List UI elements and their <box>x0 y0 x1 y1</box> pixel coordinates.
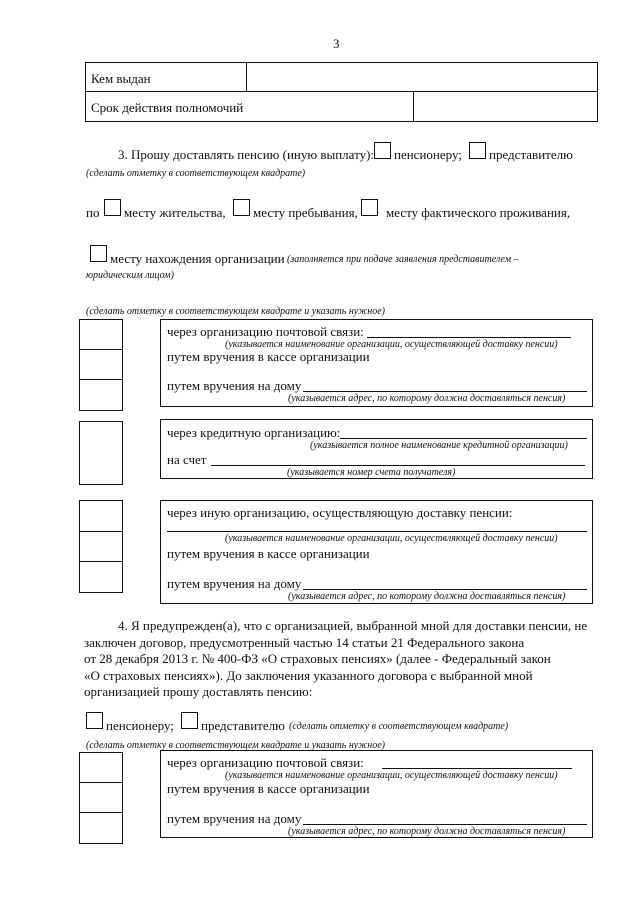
checkbox-representative[interactable] <box>469 142 486 159</box>
section4-paragraph <box>84 618 598 701</box>
via-post-field[interactable] <box>367 337 571 338</box>
home-label: путем вручения на дому <box>167 378 302 393</box>
label-actual-residence: месту фактического проживания, <box>386 205 571 220</box>
credit-checkbox[interactable] <box>79 421 123 485</box>
s4-note-mark: (сделать отметку в соответствующем квадрате) <box>289 721 509 732</box>
via-post-label: через организацию почтовой связи: <box>167 324 364 339</box>
org-note-b: юридическим лицом) <box>86 270 174 281</box>
section4-line-1: 4. Я предупрежден(а), что с организацией, выбранной мной для доставки пенсии, не <box>118 618 588 633</box>
other-home-field[interactable] <box>303 589 587 590</box>
checkbox-other-home[interactable] <box>81 562 121 590</box>
note-mark: (сделать отметку в соответствующем квадрате) <box>86 168 306 179</box>
via-credit-field[interactable] <box>340 438 587 439</box>
label-org-location: месту нахождения организации <box>110 251 285 266</box>
s4-home-note: (указывается адрес, по которому должна доставляться пенсия) <box>288 826 566 837</box>
via-post-note: (указывается наименование организации, осуществляющей доставку пенсии) <box>225 339 558 350</box>
validity-label: Срок действия полномочий <box>91 100 244 115</box>
s4-home-field[interactable] <box>303 824 587 825</box>
via-other-label: через иную организацию, осуществляющую доставку пенсии: <box>167 505 513 520</box>
checkbox-pensioner[interactable] <box>374 142 391 159</box>
checkbox-via-other[interactable] <box>81 502 121 530</box>
s4-home-label: путем вручения на дому <box>167 811 302 826</box>
s4-note-mark-specify: (сделать отметку в соответствующем квадрате и указать нужное) <box>86 740 386 751</box>
section4-line-3: от 28 декабря 2013 г. № 400-ФЗ «О страховых пенсиях» (далее - Федеральный закон <box>84 651 551 666</box>
checkbox-stay[interactable] <box>233 199 250 216</box>
page-number: 3 <box>333 36 340 51</box>
issued-by-label: Кем выдан <box>91 71 151 86</box>
label-s4-pensioner: пенсионеру; <box>106 718 174 733</box>
s4-via-post-field[interactable] <box>382 768 572 769</box>
checkbox-other-cashier[interactable] <box>81 532 121 560</box>
via-other-note: (указывается наименование организации, осуществляющей доставку пенсии) <box>225 533 558 544</box>
other-home-label: путем вручения на дому <box>167 576 302 591</box>
issued-by-field[interactable] <box>247 64 595 90</box>
validity-field[interactable] <box>414 92 596 120</box>
checkbox-s4-representative[interactable] <box>181 712 198 729</box>
label-residence: месту жительства, <box>124 205 226 220</box>
via-other-field[interactable] <box>167 531 587 532</box>
label-pensioner: пенсионеру; <box>394 147 462 162</box>
org-note-a: (заполняется при подаче заявления представителем – <box>287 254 519 265</box>
account-label: на счет <box>167 452 207 467</box>
other-home-note: (указывается адрес, по которому должна доставляться пенсия) <box>288 591 566 602</box>
via-credit-label: через кредитную организацию: <box>167 425 341 440</box>
checkbox-home[interactable] <box>81 380 121 408</box>
checkbox-s4-home[interactable] <box>81 813 121 841</box>
label-representative: представителю <box>489 147 573 162</box>
s4-via-post-label: через организацию почтовой связи: <box>167 755 364 770</box>
section4-line-5: организацией прошу доставлять пенсию: <box>84 684 313 699</box>
note-mark-specify: (сделать отметку в соответствующем квадрате и указать нужное) <box>86 306 386 317</box>
section4-line-2: заключен договор, предусмотренный частью 14 статьи 21 Федерального закона <box>84 634 525 650</box>
cashier-label: путем вручения в кассе организации <box>167 349 370 364</box>
checkbox-cashier[interactable] <box>81 350 121 378</box>
checkbox-s4-via-post[interactable] <box>81 754 121 781</box>
checkbox-via-post[interactable] <box>81 321 121 348</box>
label-s4-representative: представителю <box>201 718 285 733</box>
other-cashier-label: путем вручения в кассе организации <box>167 546 370 561</box>
checkbox-s4-cashier[interactable] <box>81 783 121 811</box>
home-field[interactable] <box>303 391 587 392</box>
by-prefix: по <box>86 205 100 220</box>
checkbox-residence[interactable] <box>104 199 121 216</box>
checkbox-actual-residence[interactable] <box>361 199 378 216</box>
checkbox-org-location[interactable] <box>90 245 107 262</box>
via-credit-note: (указывается полное наименование кредитной организации) <box>310 440 568 451</box>
section4-line-4: «О страховых пенсиях»). До заключения указанного договора с выбранной мной <box>84 667 533 683</box>
s4-via-post-note: (указывается наименование организации, осуществляющей доставку пенсии) <box>225 770 558 781</box>
section3-lead: 3. Прошу доставлять пенсию (иную выплату): <box>118 147 375 162</box>
s4-cashier-label: путем вручения в кассе организации <box>167 781 370 796</box>
account-note: (указывается номер счета получателя) <box>287 467 456 478</box>
label-stay: месту пребывания, <box>253 205 358 220</box>
account-field[interactable] <box>211 465 585 466</box>
checkbox-s4-pensioner[interactable] <box>86 712 103 729</box>
home-note: (указывается адрес, по которому должна доставляться пенсия) <box>288 393 566 404</box>
